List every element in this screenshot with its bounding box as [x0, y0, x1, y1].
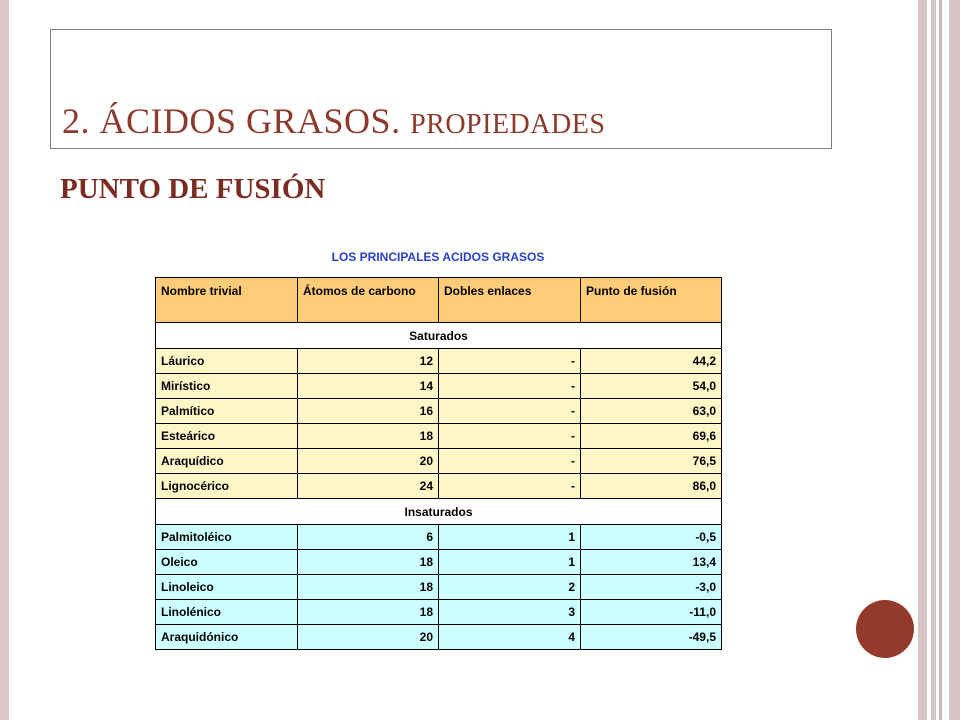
- cell-double-bonds: 1: [439, 525, 581, 550]
- cell-melting-point: -0,5: [581, 525, 722, 550]
- table-row: [156, 550, 722, 575]
- cell-melting-point: -3,0: [581, 575, 722, 600]
- cell-carbons: 24: [298, 474, 439, 499]
- cell-double-bonds: 2: [439, 575, 581, 600]
- right-border-stripes: [918, 0, 960, 720]
- cell-melting-point: 76,5: [581, 449, 722, 474]
- cell-name: Araquidónico: [156, 625, 298, 650]
- slide-title: [62, 100, 605, 142]
- cell-double-bonds: 3: [439, 600, 581, 625]
- cell-melting-point: 69,6: [581, 424, 722, 449]
- cell-name: Linolénico: [156, 600, 298, 625]
- cell-name: Mirístico: [156, 374, 298, 399]
- cell-name: Linoleico: [156, 575, 298, 600]
- table-row: [156, 424, 722, 449]
- unsaturated-group-label: Insaturados: [156, 499, 722, 525]
- fatty-acids-table: [155, 277, 722, 650]
- table-row: [156, 600, 722, 625]
- cell-carbons: 16: [298, 399, 439, 424]
- header-dobles-enlaces: Dobles enlaces: [439, 278, 581, 323]
- cell-double-bonds: -: [439, 374, 581, 399]
- cell-carbons: 12: [298, 349, 439, 374]
- table-row: [156, 474, 722, 499]
- cell-name: Palmitoléico: [156, 525, 298, 550]
- table-row: [156, 525, 722, 550]
- cell-carbons: 14: [298, 374, 439, 399]
- cell-name: Araquídico: [156, 449, 298, 474]
- cell-double-bonds: -: [439, 449, 581, 474]
- decorative-circle: [856, 600, 914, 658]
- cell-melting-point: 86,0: [581, 474, 722, 499]
- table-row: [156, 575, 722, 600]
- cell-name: Oleico: [156, 550, 298, 575]
- cell-double-bonds: -: [439, 399, 581, 424]
- cell-carbons: 18: [298, 550, 439, 575]
- cell-carbons: 18: [298, 575, 439, 600]
- cell-double-bonds: -: [439, 349, 581, 374]
- cell-carbons: 20: [298, 449, 439, 474]
- cell-double-bonds: 1: [439, 550, 581, 575]
- header-atomos-carbono: Átomos de carbono: [298, 278, 439, 323]
- cell-melting-point: -49,5: [581, 625, 722, 650]
- saturated-group-label: Saturados: [156, 323, 722, 349]
- cell-double-bonds: -: [439, 424, 581, 449]
- cell-carbons: 18: [298, 424, 439, 449]
- cell-melting-point: 54,0: [581, 374, 722, 399]
- header-nombre-trivial: Nombre trivial: [156, 278, 298, 323]
- slide-title-main: 2. ÁCIDOS GRASOS.: [62, 101, 401, 141]
- table-row: [156, 399, 722, 424]
- title-box: [50, 29, 832, 149]
- table-row: [156, 625, 722, 650]
- cell-name: Lignocérico: [156, 474, 298, 499]
- left-border-bar: [0, 0, 9, 720]
- table-row: [156, 374, 722, 399]
- cell-melting-point: -11,0: [581, 600, 722, 625]
- cell-double-bonds: -: [439, 474, 581, 499]
- table-header-row: [156, 278, 722, 323]
- table-caption: LOS PRINCIPALES ACIDOS GRASOS: [331, 250, 545, 264]
- cell-double-bonds: 4: [439, 625, 581, 650]
- unsaturated-group-row: [156, 499, 722, 525]
- saturated-group-row: [156, 323, 722, 349]
- cell-name: Láurico: [156, 349, 298, 374]
- cell-carbons: 6: [298, 525, 439, 550]
- cell-melting-point: 44,2: [581, 349, 722, 374]
- cell-name: Esteárico: [156, 424, 298, 449]
- table-row: [156, 349, 722, 374]
- cell-carbons: 18: [298, 600, 439, 625]
- header-punto-fusion: Punto de fusión: [581, 278, 722, 323]
- table-row: [156, 449, 722, 474]
- cell-carbons: 20: [298, 625, 439, 650]
- slide-title-small: PROPIEDADES: [410, 109, 606, 140]
- cell-melting-point: 63,0: [581, 399, 722, 424]
- cell-name: Palmítico: [156, 399, 298, 424]
- slide-subtitle: PUNTO DE FUSIÓN: [60, 173, 326, 205]
- cell-melting-point: 13,4: [581, 550, 722, 575]
